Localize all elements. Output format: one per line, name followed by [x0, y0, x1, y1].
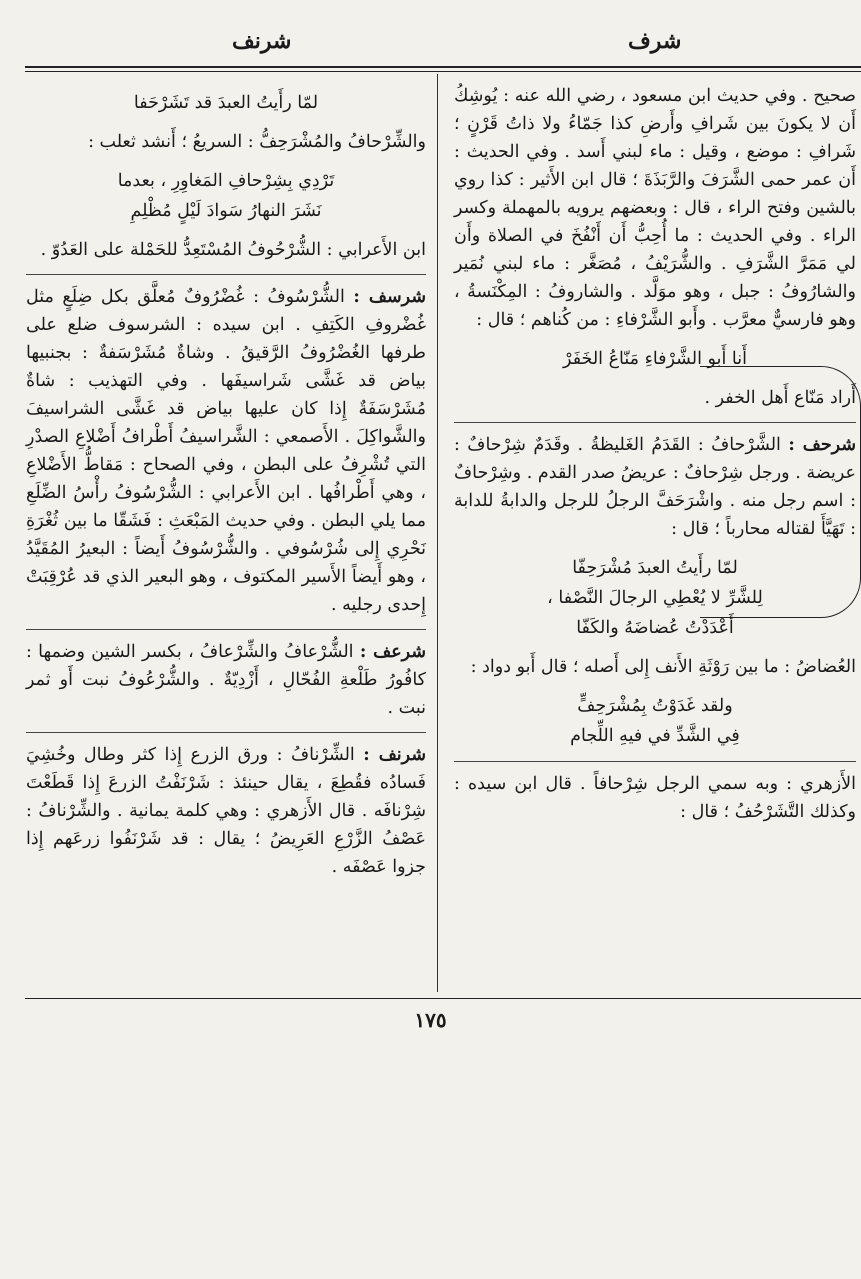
entry-sharnaf [26, 741, 426, 881]
bottom-rule [25, 998, 861, 999]
entry-text: والشِّرْحافُ والمُشْرَحِفُّ : السريعُ ؛ أَنشد ثعلب : [88, 132, 426, 152]
entry-separator [454, 761, 856, 762]
verse-line: نَشَرَ النهارُ سَوادَ لَيْلٍ مُظْلِمِ [130, 201, 322, 221]
verse-line: لمّا رأَيتُ العبدَ مُشْرَحِفّا [572, 558, 738, 578]
handwritten-bracket [700, 366, 861, 618]
verse-line: تَرْدِي بِشِرْحافِ المَغاوِرِ ، بعدما [117, 171, 335, 191]
entry-text: الأَزهري : وبه سمي الرجل شِرْحافاً . قال ابن سيده : وكذلك التَّشَرْحُفُ ؛ قال : [454, 774, 856, 822]
verse [26, 166, 426, 226]
entry-separator [26, 629, 426, 630]
entry-text: الشُّرْسُوفُ : غُضْرُوفٌ مُعلَّق بكل ضِلَعٍ مثل غُضْروفِ الكَتِفِ . ابن سيده : الشرسوف ضلع على طرفها الغُضْرُوفُ الرَّقيقُ . وشاةٌ مُشَرْسَفةٌ : بجنبيها بياض قد غَشَّى شَراسيفَها . وفي التهذيب : شاةٌ مُشَرْسَفَةٌ إِذا كان عليها بياض قد غَشَّى الشراسيفَ والشَّواكِلَ . الأَصمعي : الشَّراسيفُ أَطْرافُ أَضْلاعِ الصدْرِ التي تُشْرِفُ على البطن ، وفي الصحاح : مَقاطُّ الأَضْلاعِ ، وهي أَطْرافُها . ابن الأَعرابي : الشُّرْسُوفُ رأْسُ الضِّلَعِ مما يلي البطن . وفي حديث المَبْعَثِ : فَشَقّا ما بين ثُغْرَةِ نَحْرِي إِلى شُرْسُوفي . والشُّرْسُوفُ أَيضاً : البعيرُ المُقَيَّدُ ، وهو أَيضاً الأَسير المكتوف ، وهو البعير الذي قد عُرْقِبَتْ إِحدى رجليه . [26, 287, 426, 615]
top-rule [25, 66, 861, 68]
entry-text: صحيح . وفي حديث ابن مسعود ، رضي الله عنه : يُوشِكُ أَن لا يكونَ بين شَرافِ وأَرضِ كذا جَمّاءُ ولا ذاتُ قَرْنٍ ؛ شَرافِ : موضع ، وقيل : ماء لبني أَسد . وفي الحديث : أَن عمر حمى الشَّرَفَ والرَّبَذَةَ ؛ قال ابن الأَثير : كذا روي بالشين وفتح الراء ، قال : وبعضهم يرويه بالمهملة وكسر الراء . وفي الحديث : ما أُحِبُّ أَن أَنْفُخَ في الصلاة وأَن لي مَمَرَّ الشَّرَفِ . والشُّرَيْفُ ، مُصَغَّر : ماء لبني نُمَير والشارُوفُ : جبل ، وهو موَلَّد . والشاروفُ : المِكْنَسةُ ، وهو فارسيٌّ معرَّب . وأَبو الشَّرْفاءِ : من كُناهم ؛ قال : [454, 86, 856, 330]
entry-separator [26, 732, 426, 733]
entry-headword: شرنف : [363, 745, 426, 765]
entry-sharaf [26, 638, 426, 722]
page-number: ١٧٥ [414, 1008, 447, 1032]
verse-line: فِي الشَّدِّ في فيهِ اللِّجام [570, 726, 740, 746]
verse-line: لمّا رأَيتُ العبدَ قد تَشَرْحَفا [133, 93, 319, 113]
header-right-word: شرف [628, 28, 682, 54]
entry-text: أَراد مَنّاع أَهل الخفر . [704, 388, 856, 408]
entry-text: الشُّرْعافُ والشِّرْعافُ ، بكسر الشين وضمها : كافُورُ طَلْعةِ الفُحّالِ ، أَزْدِيّةٌ . والشُّرْعُوفُ نبت أَو ثمر نبت . [26, 642, 426, 718]
verse-line: لِلشَّرِّ لا يُعْطِي الرجالَ النَّصْفا ، [547, 588, 763, 608]
entry-separator [26, 274, 426, 275]
left-column [26, 82, 426, 891]
verse-line: ولقد غَدَوْتُ بِمُشْرَحِفٍّ [577, 696, 733, 716]
entry-text: الشَّرْحافُ : القَدَمُ الغَليظةُ . وقَدَمٌ شِرْحافٌ : عريضة . ورجل شِرْحافٌ : عريضُ صدر القدم . وشِرْحافٌ : اسم رجل منه . واشْرَحَفَّ الرجلُ للرجل والدابةُ للدابة : تَهَيَّأَ لقتاله محارباً ؛ قال : [454, 435, 856, 539]
entry-sharsaf [26, 283, 426, 619]
entry-headword: شرسف : [353, 287, 426, 307]
entry-text: الشِّرْنافُ : ورق الزرع إِذا كثر وطال وخُشِيَ فَسادُه فقُطِعَ ، يقال حينئذ : شَرْنَفْتُ الزرعَ إِذا قَطَعْتَ شِرْنافَه . قال الأَزهري : وهي كلمة يمانية . والشِّرْنافُ : عَصْفُ الزَّرْعِ العَرِيضُ ؛ يقال : قد شَرْنَفُوا زرعَهم إِذا جزوا عَصْفَه . [26, 745, 426, 877]
entry-headword: شرعف : [359, 642, 426, 662]
top-rule-thin [25, 71, 861, 72]
verse [454, 691, 856, 751]
entry-text: ابن الأَعرابي : الشُّرْحُوفُ المُسْتَعِدُّ للحَمْلة على العَدُوّ . [40, 240, 426, 260]
verse [26, 88, 426, 118]
verse-line: أَنا أَبو الشَّرْفاءِ مَنّاعُ الخَفَرْ [563, 349, 747, 369]
header-left-word: شرنف [232, 28, 292, 54]
entry-text: العُضاضُ : ما بين رَوْثَةِ الأَنف إِلى أَصله ؛ قال أَبو دواد : [470, 657, 856, 677]
column-divider [437, 74, 438, 992]
entry-headword: شرحف : [788, 435, 856, 455]
verse-line: أَعْدَدْتُ عُضاضَهُ والكَفّا [576, 618, 734, 638]
